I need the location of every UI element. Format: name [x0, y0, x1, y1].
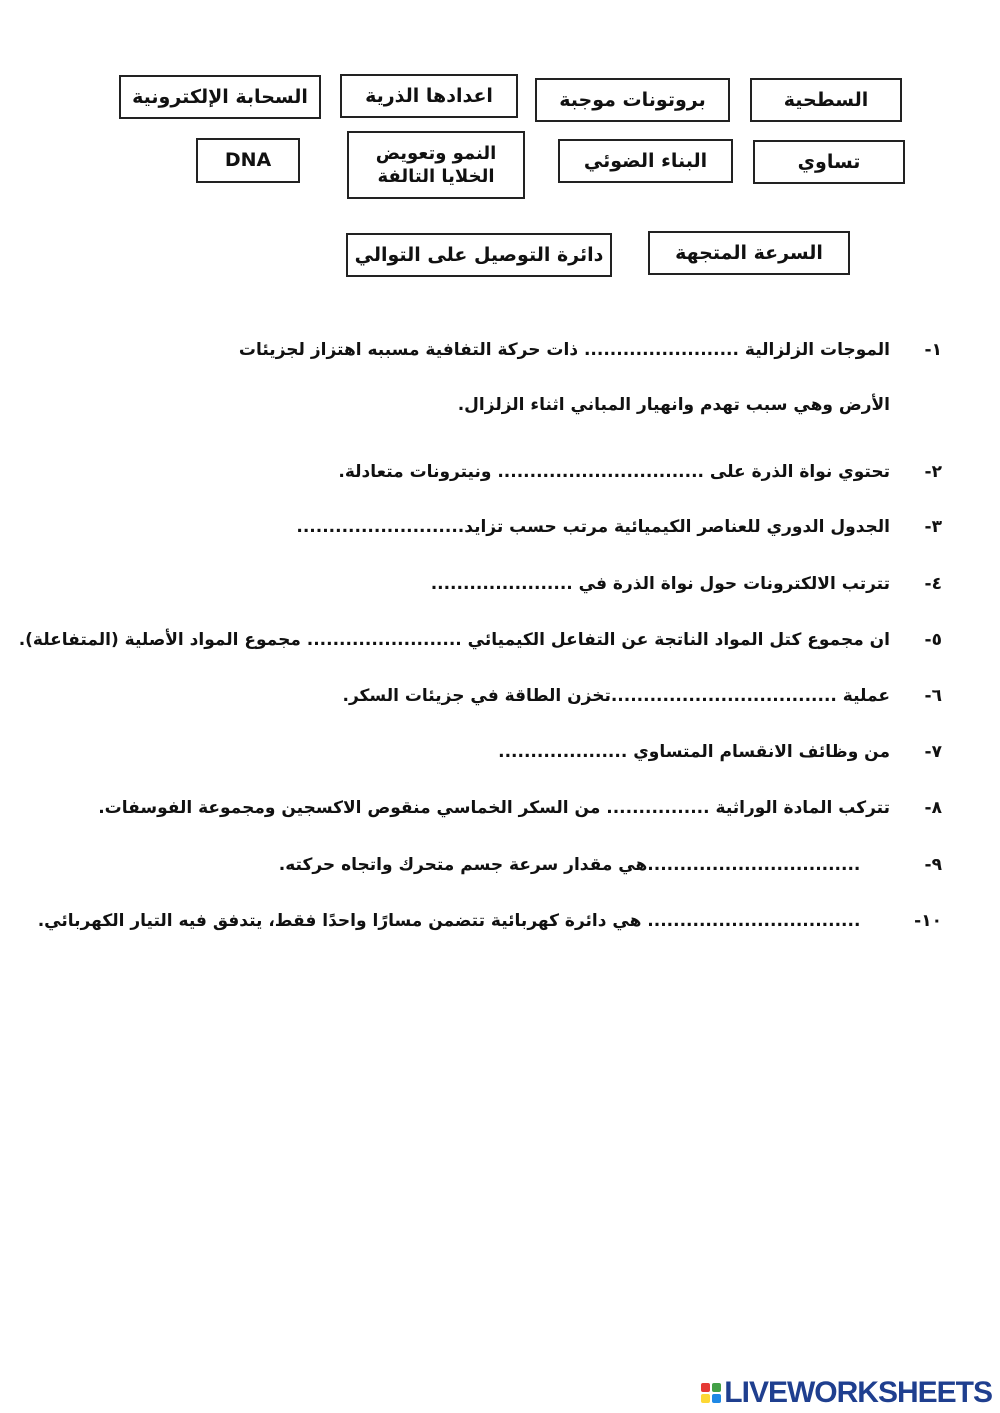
question-text: تتركب المادة الوراثية ................ من السكر الخماسي منقوص الاكسجين ومجموعة الفوسفات.: [98, 798, 890, 818]
word-box-electron-cloud[interactable]: السحابة الإلكترونية: [119, 75, 321, 119]
word-box-series-circuit[interactable]: دائرة التوصيل على التوالي: [346, 233, 612, 277]
question-text: من وظائف الانقسام المتساوي ....................: [498, 742, 890, 762]
liveworksheets-logo-icon: [701, 1383, 721, 1403]
question-number: ٦-: [924, 686, 942, 706]
word-box-atomic-numbers[interactable]: اعدادها الذرية: [340, 74, 518, 118]
question-text: ان مجموع كتل المواد الناتجة عن التفاعل الكيميائي ........................ مجموع المواد الأصلية (المتفاعلة).: [18, 630, 890, 650]
word-box-dna[interactable]: DNA: [196, 138, 300, 183]
question-6: [342, 686, 942, 706]
question-number: ٩-: [924, 855, 942, 875]
question-8: [98, 798, 942, 818]
question-text: الأرض وهي سبب تهدم وانهيار المباني اثناء الزلزال.: [457, 395, 890, 415]
logo-square: [701, 1394, 710, 1403]
question-text: تترتب الالكترونات حول نواة الذرة في ......................: [430, 574, 890, 594]
question-text: تحتوي نواة الذرة على ................................ ونيترونات متعادلة.: [338, 462, 890, 482]
question-number: ٣-: [924, 517, 942, 537]
question-number: ١-: [924, 340, 942, 360]
logo-square: [712, 1394, 721, 1403]
logo-square: [712, 1383, 721, 1392]
word-box-growth-repair[interactable]: النمو وتعويض الخلايا التالفة: [347, 131, 525, 199]
question-text: الموجات الزلزالية ........................ ذات حركة التفافية مسببه اهتزاز لجزيئات: [238, 340, 890, 360]
word-box-equals[interactable]: تساوي: [753, 140, 905, 184]
liveworksheets-logo-text: LIVEWORKSHEETS: [724, 1376, 992, 1409]
word-box-photosynthesis[interactable]: البناء الضوئي: [558, 139, 733, 183]
logo-square: [701, 1383, 710, 1392]
question-text: .................................هي مقدار سرعة جسم متحرك واتجاه حركته.: [278, 855, 890, 875]
question-10: [38, 911, 942, 931]
question-number: ٤-: [924, 574, 942, 594]
question-1-continuation: [458, 395, 890, 415]
question-text: عملية ...................................تخزن الطاقة في جزيئات السكر.: [342, 686, 890, 706]
question-5: [19, 630, 942, 650]
question-3: [296, 517, 942, 537]
footer-brand: [701, 1378, 992, 1408]
question-number: ٥-: [924, 630, 942, 650]
question-2: [338, 462, 942, 482]
question-1: [239, 340, 942, 360]
question-7: [498, 742, 942, 762]
word-box-surface[interactable]: السطحية: [750, 78, 902, 122]
question-9: [279, 855, 942, 875]
question-text: ................................. هي دائرة كهربائية تتضمن مسارًا واحدًا فقط، يتدفق فيه التيار الكهربائي.: [37, 911, 890, 931]
question-number: ٨-: [924, 798, 942, 818]
question-4: [431, 574, 942, 594]
question-number: ٢-: [924, 462, 942, 482]
question-number: ١٠-: [914, 911, 942, 931]
word-box-velocity[interactable]: السرعة المتجهة: [648, 231, 850, 275]
question-text: الجدول الدوري للعناصر الكيميائية مرتب حسب تزايد..........................: [296, 517, 890, 537]
question-number: ٧-: [924, 742, 942, 762]
word-box-positive-protons[interactable]: بروتونات موجبة: [535, 78, 730, 122]
